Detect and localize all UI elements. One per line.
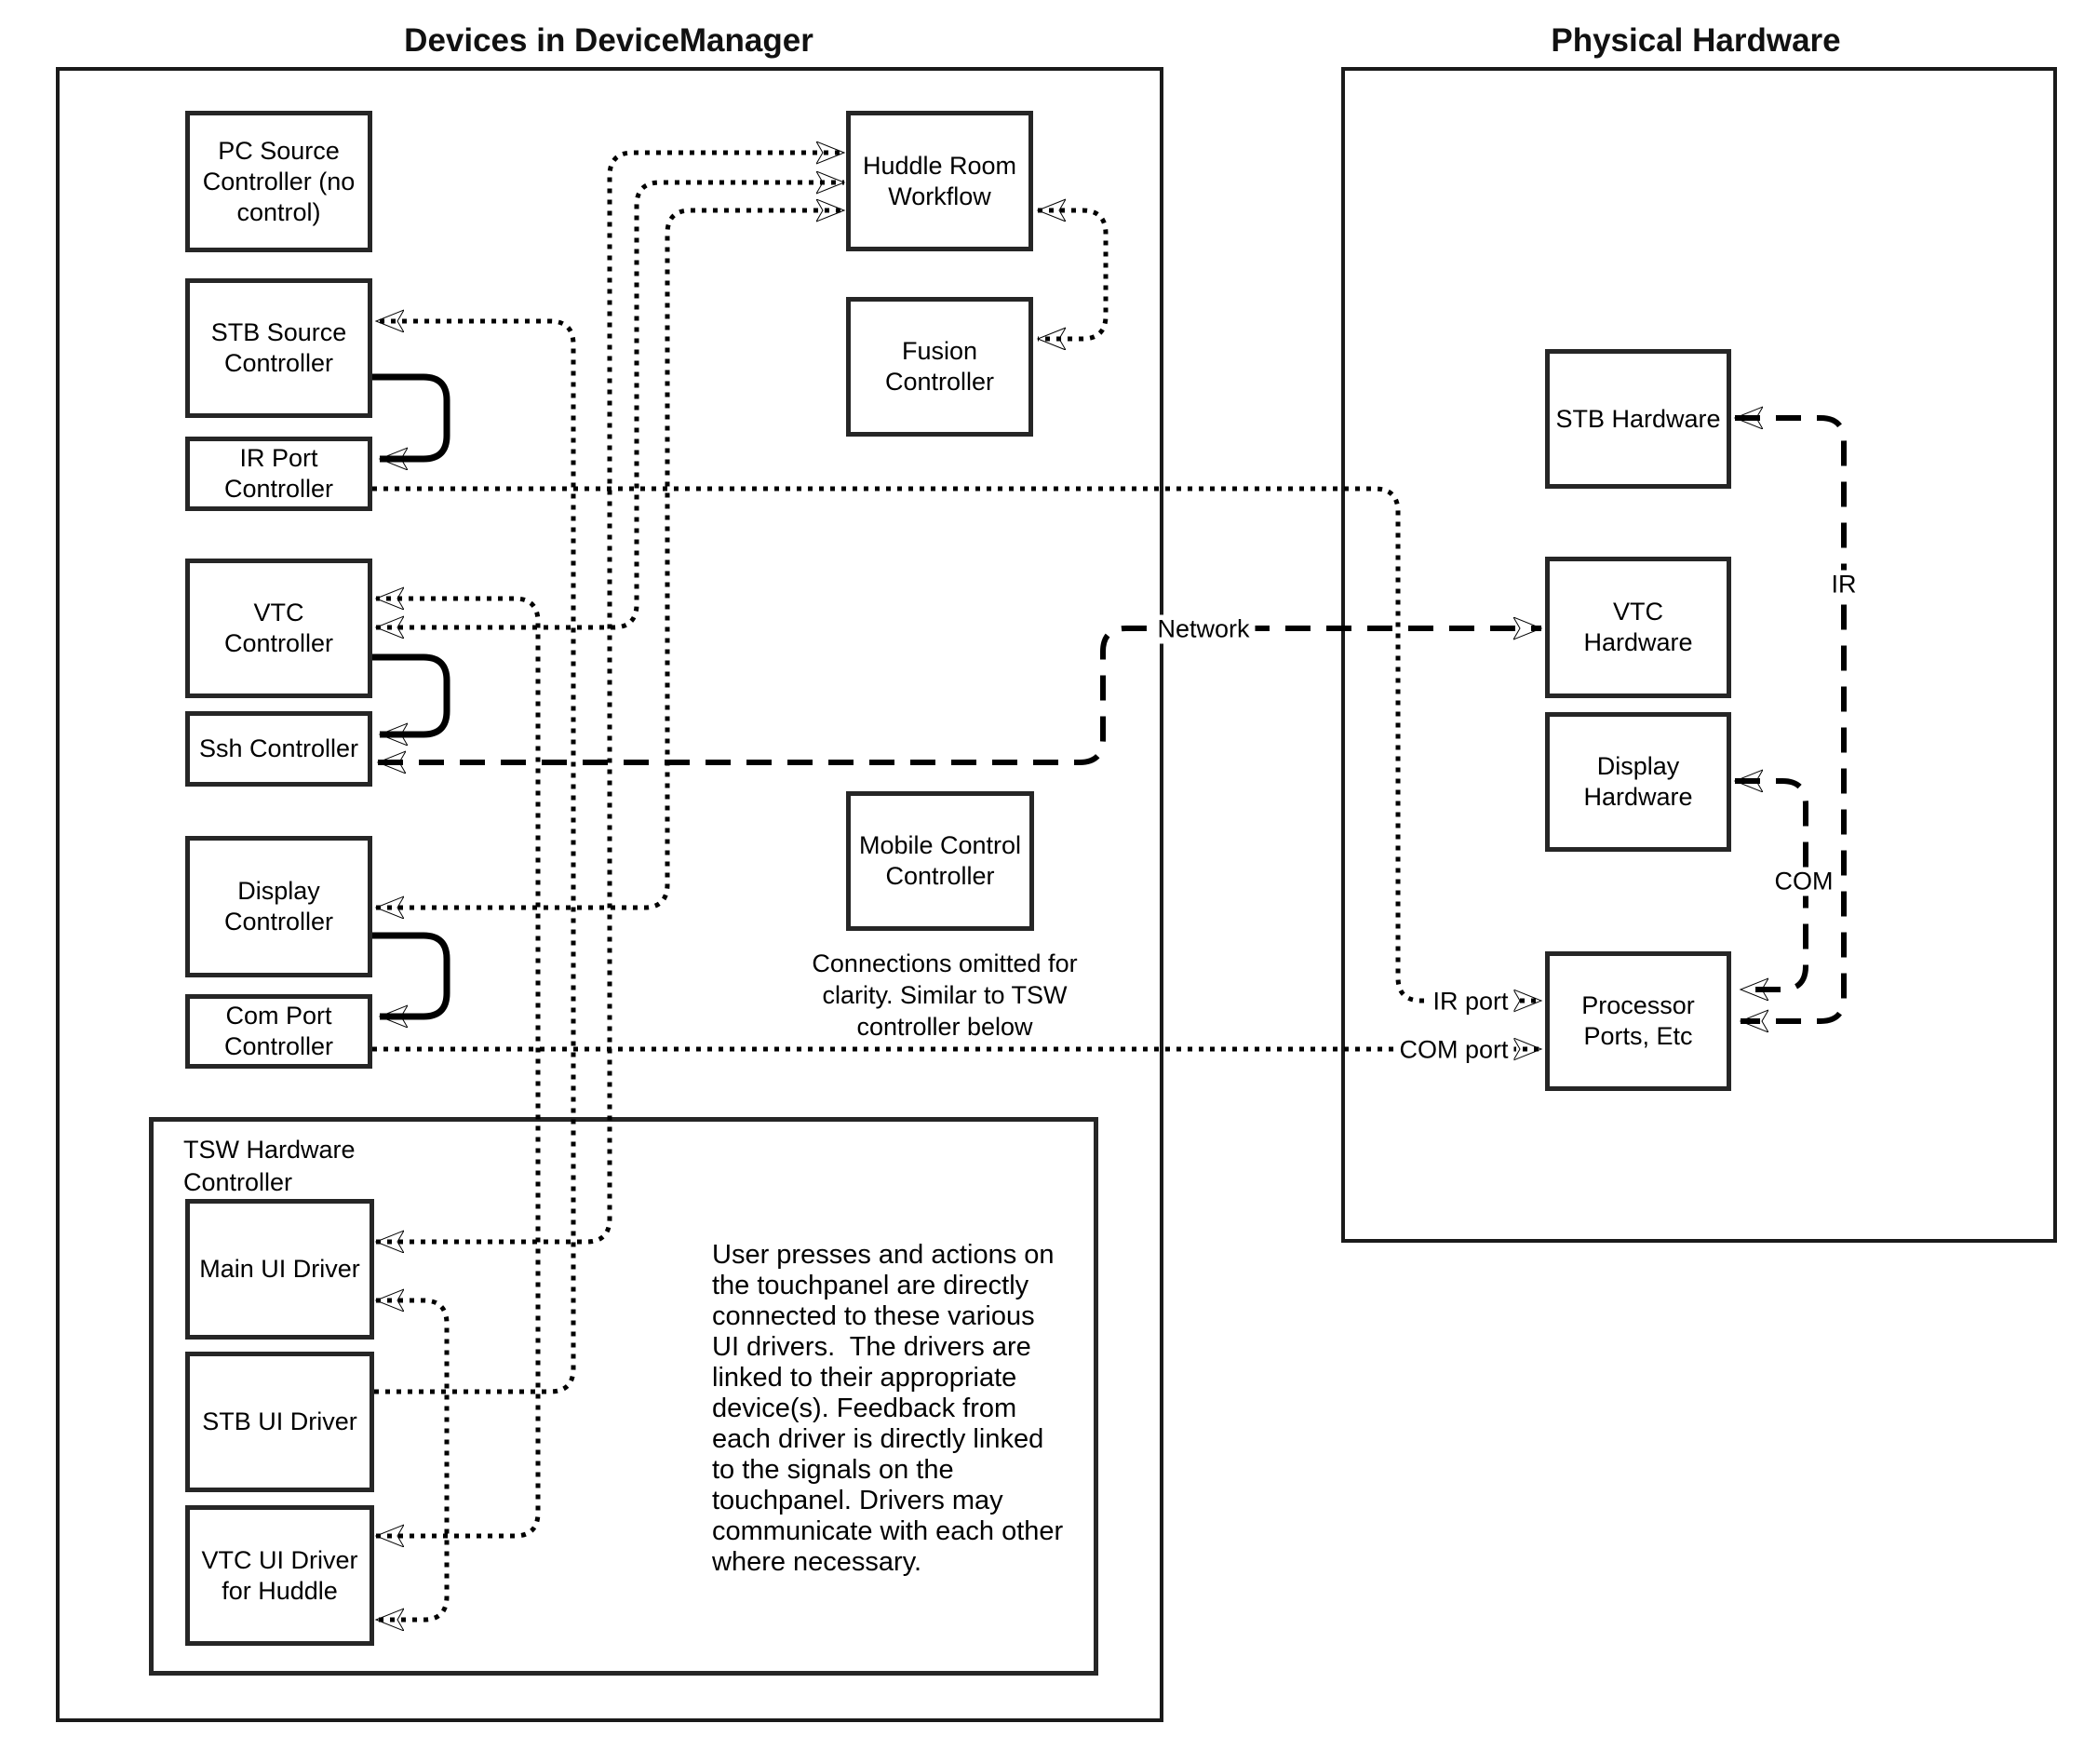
node-ssh-controller [185, 711, 372, 787]
node-processor-ports [1545, 951, 1731, 1091]
ir-port-controller-label: IR Port Controller [223, 444, 334, 503]
ir-wire-label: IR [1826, 571, 1862, 599]
node-pc-source-controller [185, 111, 372, 252]
node-stb-hardware [1545, 349, 1731, 489]
devices-group-title: Devices in DeviceManager [404, 22, 813, 59]
node-fusion-controller [846, 297, 1033, 437]
mobile-control-controller-label: Mobile Control Controller [858, 831, 1022, 890]
display-controller-label: Display Controller [223, 877, 334, 936]
node-huddle-room-workflow [846, 111, 1033, 251]
node-ir-port-controller [185, 437, 372, 511]
mobile-connections-note: Connections omitted for clarity. Similar to TSW controller below [812, 949, 1078, 1041]
tsw-hardware-controller-label: TSW Hardware Controller [183, 1136, 356, 1196]
node-com-port-controller [185, 994, 372, 1069]
com-port-controller-label: Com Port Controller [223, 1002, 334, 1060]
network-wire-label: Network [1151, 615, 1255, 644]
com-wire-label: COM [1769, 868, 1839, 896]
stb-ui-driver-label: STB UI Driver [202, 1407, 357, 1435]
node-stb-ui-driver [185, 1352, 374, 1492]
node-display-controller [185, 836, 372, 977]
node-vtc-ui-driver [185, 1505, 374, 1646]
stb-source-controller-label: STB Source Controller [210, 318, 347, 377]
com-port-wire-label: COM port [1393, 1036, 1513, 1065]
stb-hardware-label: STB Hardware [1555, 404, 1721, 433]
node-mobile-control-controller [846, 791, 1034, 931]
ir-port-wire-label: IR port [1427, 988, 1513, 1017]
node-vtc-hardware [1545, 557, 1731, 698]
processor-ports-label: Processor Ports, Etc [1581, 991, 1695, 1050]
pc-source-controller-label: PC Source Controller (no control) [202, 136, 356, 226]
ssh-controller-label: Ssh Controller [198, 734, 359, 762]
node-vtc-controller [185, 559, 372, 698]
fusion-controller-label: Fusion Controller [884, 337, 995, 396]
node-main-ui-driver [185, 1199, 374, 1340]
main-ui-driver-label: Main UI Driver [199, 1255, 360, 1283]
display-hardware-label: Display Hardware [1583, 752, 1693, 811]
node-display-hardware [1545, 712, 1731, 852]
tsw-description-paragraph: User presses and actions on the touchpanel are directly connected to these various UI drivers. The drivers are linked to their appropriate device(s). Feedback from each driver is directly linked to the signals on the touchpanel. Drivers may communicate with each other where necessary. [712, 1240, 1071, 1577]
vtc-controller-label: VTC Controller [223, 599, 334, 657]
vtc-hardware-label: VTC Hardware [1583, 598, 1693, 656]
physical-hardware-group-title: Physical Hardware [1551, 22, 1841, 59]
node-stb-source-controller [185, 278, 372, 418]
vtc-ui-driver-label: VTC UI Driver for Huddle [201, 1545, 358, 1605]
huddle-room-workflow-label: Huddle Room Workflow [862, 151, 1017, 210]
